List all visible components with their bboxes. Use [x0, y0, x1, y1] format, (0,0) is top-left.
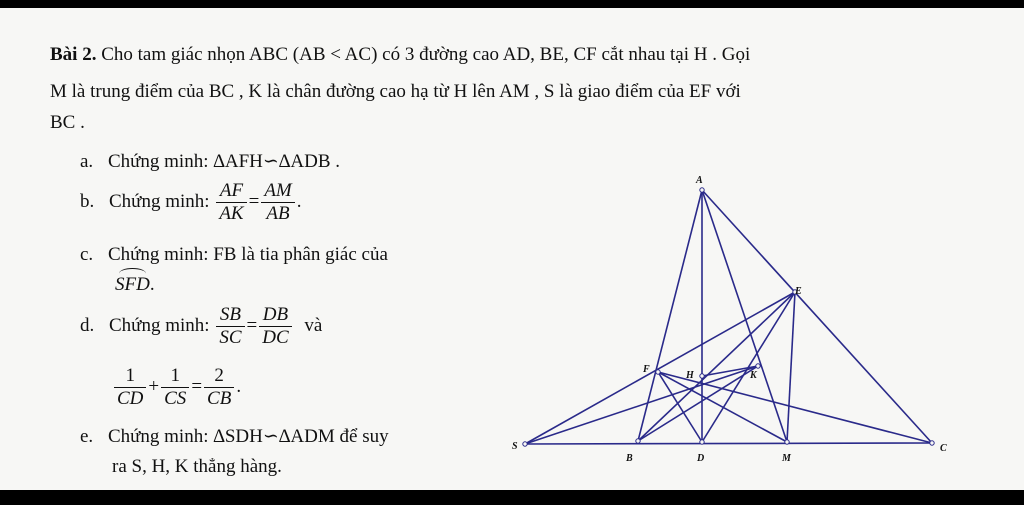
label-M: M — [782, 453, 791, 464]
fraction-numerator: AM — [261, 180, 294, 203]
figure-lines — [525, 190, 932, 444]
side-ac — [702, 190, 932, 443]
fraction-af-ak — [216, 180, 246, 225]
item-e — [80, 426, 389, 448]
label-F: F — [643, 364, 650, 375]
label-K: K — [750, 370, 757, 381]
problem-line-3: BC . — [50, 112, 85, 133]
item-b-text: Chứng minh: — [109, 190, 210, 212]
point-B — [636, 439, 640, 443]
fraction-numerator: AF — [216, 180, 246, 203]
item-a — [80, 151, 340, 173]
item-d-and: và — [304, 314, 323, 336]
problem-line-1 — [50, 44, 750, 66]
item-b-label: b. — [80, 190, 95, 212]
point-C — [930, 441, 934, 445]
item-d-line-2: $\frac{1}{CD}$ + $\frac{1}{CS}$ = $\frac{2}{CB}$ . — [112, 365, 241, 410]
point-M — [785, 440, 789, 444]
fraction-numerator: 2 — [204, 365, 234, 388]
line-sc — [525, 443, 932, 444]
point-K — [756, 364, 760, 368]
segment-bk — [638, 366, 758, 441]
item-d-tail: . — [236, 375, 242, 397]
altitude-cf — [658, 372, 932, 443]
item-c — [80, 244, 388, 266]
item-b: b. Chứng minh: $\frac{AF}{AK}$ = $\frac{AM}{AB}$ . — [80, 180, 302, 224]
fraction-denominator: CD — [117, 388, 144, 409]
fraction-denominator: AB — [266, 203, 290, 224]
median-am — [702, 190, 787, 442]
label-H: H — [686, 370, 694, 381]
fraction-numerator: 1 — [114, 365, 146, 388]
label-S: S — [512, 441, 518, 452]
label-A: A — [696, 175, 703, 186]
fraction-sb-sc — [216, 304, 244, 349]
segment-em — [787, 292, 795, 442]
problem-number: Bài 2. — [50, 44, 97, 65]
fraction-am-ab — [261, 180, 294, 225]
fraction-1-cs — [161, 365, 189, 410]
item-d-text: Chứng minh: — [109, 314, 210, 336]
fraction-numerator: DB — [259, 304, 291, 327]
item-b-tail: . — [296, 190, 302, 212]
angle-sfd: SFD — [115, 274, 150, 295]
point-D — [700, 440, 704, 444]
fraction-denominator: CS — [164, 388, 187, 409]
item-e-label: e. — [80, 426, 94, 447]
label-B: B — [626, 453, 633, 464]
point-F — [656, 370, 660, 374]
item-c-text: Chứng minh: FB là tia phân giác của — [107, 244, 388, 265]
fraction-numerator: 1 — [161, 365, 189, 388]
label-E: E — [795, 286, 802, 297]
label-C: C — [940, 443, 947, 454]
figure-points — [523, 188, 934, 446]
item-c-line-2 — [115, 274, 155, 296]
problem-text-1: Cho tam giác nhọn ABC (AB < AC) có 3 đường cao AD, BE, CF cắt nhau tại H . Gọi — [101, 44, 751, 65]
fraction-denominator: CB — [207, 388, 232, 409]
item-c-label: c. — [80, 244, 94, 265]
problem-line-2: M là trung điểm của BC , K là chân đường cao hạ từ H lên AM , S là giao điểm của EF với — [50, 81, 741, 102]
item-d-label: d. — [80, 314, 95, 336]
item-a-label: a. — [80, 151, 94, 172]
geometry-figure — [500, 168, 970, 468]
fraction-2-cb — [204, 365, 234, 410]
item-c-tail: . — [149, 274, 155, 295]
fraction-denominator: DC — [262, 327, 289, 348]
fraction-denominator: SC — [219, 327, 242, 348]
label-D: D — [697, 453, 705, 464]
fraction-numerator: SB — [216, 304, 244, 327]
fraction-1-cd — [114, 365, 146, 410]
point-A — [700, 188, 704, 192]
document-page — [0, 8, 1024, 490]
fraction-db-dc — [259, 304, 291, 349]
point-S — [523, 442, 527, 446]
item-d: d. Chứng minh: $\frac{SB}{SC}$ = $\frac{DB}{DC}$ và — [80, 304, 323, 348]
item-e-line-2: ra S, H, K thẳng hàng. — [112, 456, 282, 477]
item-e-text: Chứng minh: ∆SDH∽∆ADM để suy — [107, 426, 389, 447]
point-H — [700, 374, 704, 378]
fraction-denominator: AK — [219, 203, 244, 224]
figure-labels — [512, 175, 947, 464]
item-a-text: Chứng minh: ∆AFH∽∆ADB . — [107, 151, 341, 172]
